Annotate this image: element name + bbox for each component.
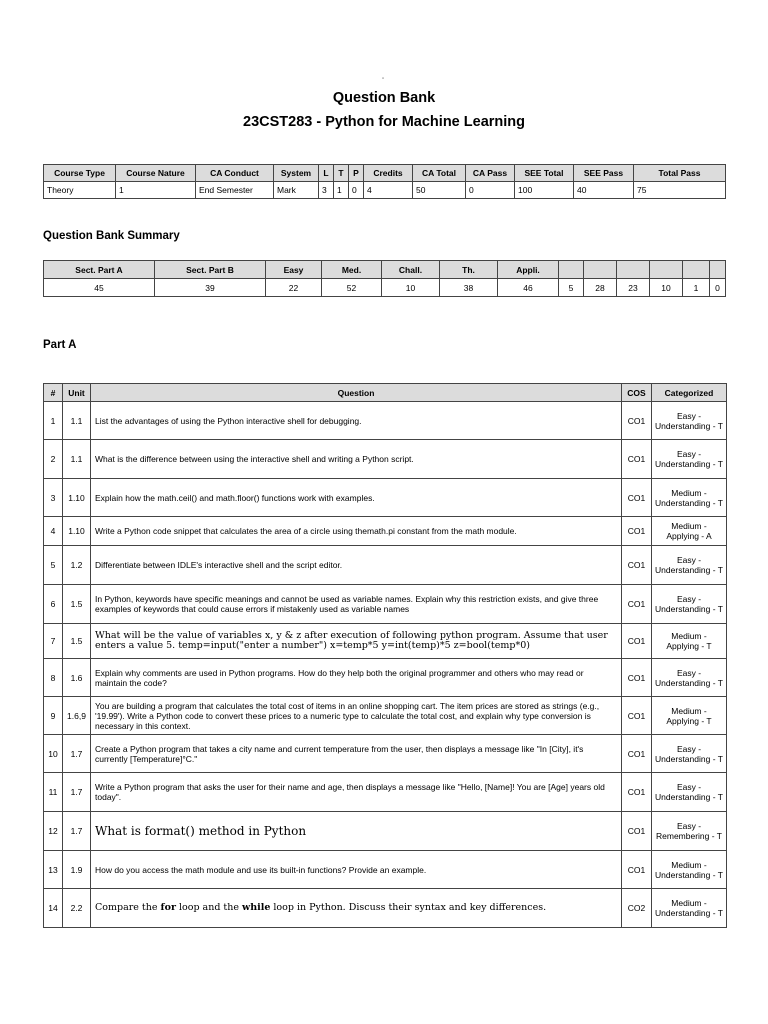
- th-t: T: [334, 165, 349, 182]
- row-unit: 1.1: [63, 440, 91, 479]
- row-question: How do you access the math module and use its built-in functions? Provide an example.: [91, 851, 622, 889]
- ca-pass-value: 0: [466, 182, 515, 199]
- p-value: 0: [349, 182, 364, 199]
- th-question: Question: [91, 384, 622, 402]
- row-category: Medium - Applying - T: [652, 697, 727, 735]
- question-text: Compare the: [95, 902, 161, 913]
- th-num: #: [44, 384, 63, 402]
- th-ca-pass: CA Pass: [466, 165, 515, 182]
- row-question: What will be the value of variables x, y & z after execution of following python program. Assume that user enters a value 5. temp=input("enter a number") x=temp*5 y=int(temp)*5 z=bool(temp*0): [91, 624, 622, 659]
- see-pass-value: 40: [574, 182, 634, 199]
- row-number: 12: [44, 812, 63, 851]
- th-blank-3: [617, 261, 650, 279]
- keyword-while: while: [242, 902, 271, 913]
- th-see-pass: SEE Pass: [574, 165, 634, 182]
- extra-value-6: 0: [710, 279, 726, 297]
- th-ca-total: CA Total: [413, 165, 466, 182]
- row-cos: CO1: [622, 851, 652, 889]
- course-data-row: [44, 182, 726, 199]
- part-a-table: [43, 383, 727, 928]
- row-category: Easy - Understanding - T: [652, 659, 727, 697]
- summary-data-row: [44, 279, 726, 297]
- row-question: What is the difference between using the interactive shell and writing a Python script.: [91, 440, 622, 479]
- th-p: P: [349, 165, 364, 182]
- row-unit: 2.2: [63, 889, 91, 928]
- ca-conduct-value: End Semester: [196, 182, 274, 199]
- row-question: In Python, keywords have specific meanings and cannot be used as variable names. Explain why this restriction exists, and give three examples of keywords that could cause errors if mistakenly used as variable names: [91, 585, 622, 624]
- extra-value-2: 28: [584, 279, 617, 297]
- row-category: Easy - Understanding - T: [652, 773, 727, 812]
- row-unit: 1.6: [63, 659, 91, 697]
- th-cos: COS: [622, 384, 652, 402]
- table-row: [44, 479, 727, 517]
- th-system: System: [274, 165, 319, 182]
- th-blank-6: [710, 261, 726, 279]
- row-cos: CO1: [622, 546, 652, 585]
- row-unit: 1.10: [63, 479, 91, 517]
- th-ca-conduct: CA Conduct: [196, 165, 274, 182]
- row-category: Easy - Understanding - T: [652, 440, 727, 479]
- th-blank-4: [650, 261, 683, 279]
- th-sect-part-a: Sect. Part A: [44, 261, 155, 279]
- course-header-row: [44, 165, 726, 182]
- table-row: [44, 697, 727, 735]
- t-value: 1: [334, 182, 349, 199]
- summary-heading: Question Bank Summary: [43, 230, 180, 242]
- row-number: 7: [44, 624, 63, 659]
- row-category: Medium - Understanding - T: [652, 479, 727, 517]
- table-row: [44, 889, 727, 928]
- row-number: 14: [44, 889, 63, 928]
- row-cos: CO1: [622, 659, 652, 697]
- summary-header-row: [44, 261, 726, 279]
- extra-value-3: 23: [617, 279, 650, 297]
- chall-value: 10: [382, 279, 440, 297]
- table-row: [44, 517, 727, 546]
- ca-total-value: 50: [413, 182, 466, 199]
- row-cos: CO1: [622, 812, 652, 851]
- easy-value: 22: [266, 279, 322, 297]
- page-marker: ▫: [382, 76, 385, 82]
- th-unit: Unit: [63, 384, 91, 402]
- row-number: 8: [44, 659, 63, 697]
- total-pass-value: 75: [634, 182, 726, 199]
- row-question: Differentiate between IDLE's interactive shell and the script editor.: [91, 546, 622, 585]
- th-course-type: Course Type: [44, 165, 116, 182]
- extra-value-1: 5: [559, 279, 584, 297]
- row-unit: 1.10: [63, 517, 91, 546]
- th-med: Med.: [322, 261, 382, 279]
- table-row: [44, 585, 727, 624]
- th-appli: Appli.: [498, 261, 559, 279]
- sect-part-b-value: 39: [155, 279, 266, 297]
- course-type-value: Theory: [44, 182, 116, 199]
- summary-table: [43, 260, 726, 297]
- table-row: [44, 402, 727, 440]
- th-easy: Easy: [266, 261, 322, 279]
- row-cos: CO1: [622, 440, 652, 479]
- row-cos: CO1: [622, 773, 652, 812]
- table-row: [44, 546, 727, 585]
- row-question: What is format() method in Python: [91, 812, 622, 851]
- row-number: 13: [44, 851, 63, 889]
- th-sect-part-b: Sect. Part B: [155, 261, 266, 279]
- th-chall: Chall.: [382, 261, 440, 279]
- course-info-table: [43, 164, 726, 199]
- l-value: 3: [319, 182, 334, 199]
- row-number: 5: [44, 546, 63, 585]
- row-unit: 1.6,9: [63, 697, 91, 735]
- med-value: 52: [322, 279, 382, 297]
- part-a-heading: Part A: [43, 339, 77, 351]
- row-question: Create a Python program that takes a city name and current temperature from the user, then displays a message like "In [City], it's currently [Temperature]°C.": [91, 735, 622, 773]
- row-category: Easy - Understanding - T: [652, 402, 727, 440]
- table-row: [44, 812, 727, 851]
- row-unit: 1.9: [63, 851, 91, 889]
- page-title: Question Bank: [332, 90, 436, 106]
- row-question: You are building a program that calculates the total cost of items in an online shopping cart. The item prices are stored as strings (e.g., '19.99'). Write a Python code to convert these prices to a numeric type to calculate the total cost, and explain why type conversion is necessary in this context.: [91, 697, 622, 735]
- row-category: Medium - Understanding - T: [652, 889, 727, 928]
- row-question: List the advantages of using the Python interactive shell for debugging.: [91, 402, 622, 440]
- extra-value-4: 10: [650, 279, 683, 297]
- row-cos: CO1: [622, 517, 652, 546]
- question-text: loop in Python. Discuss their syntax and key differences.: [270, 902, 547, 913]
- row-category: Easy - Remembering - T: [652, 812, 727, 851]
- row-category: Medium - Applying - T: [652, 624, 727, 659]
- row-cos: CO1: [622, 624, 652, 659]
- row-unit: 1.7: [63, 773, 91, 812]
- system-value: Mark: [274, 182, 319, 199]
- th-l: L: [319, 165, 334, 182]
- row-unit: 1.7: [63, 812, 91, 851]
- row-category: Easy - Understanding - T: [652, 735, 727, 773]
- row-number: 3: [44, 479, 63, 517]
- row-number: 4: [44, 517, 63, 546]
- table-row: [44, 851, 727, 889]
- course-nature-value: 1: [116, 182, 196, 199]
- row-unit: 1.2: [63, 546, 91, 585]
- row-category: Easy - Understanding - T: [652, 585, 727, 624]
- table-row: [44, 440, 727, 479]
- row-cos: CO2: [622, 889, 652, 928]
- row-question: Explain why comments are used in Python programs. How do they help both the original programmer and others who may read or maintain the code?: [91, 659, 622, 697]
- th-blank-2: [584, 261, 617, 279]
- row-number: 6: [44, 585, 63, 624]
- row-unit: 1.1: [63, 402, 91, 440]
- row-cos: CO1: [622, 697, 652, 735]
- row-unit: 1.5: [63, 624, 91, 659]
- row-question: Explain how the math.ceil() and math.floor() functions work with examples.: [91, 479, 622, 517]
- table-row: [44, 735, 727, 773]
- th-course-nature: Course Nature: [116, 165, 196, 182]
- row-question: Write a Python code snippet that calculates the area of a circle using themath.pi constant from the math module.: [91, 517, 622, 546]
- th-blank-5: [683, 261, 710, 279]
- th-value: 38: [440, 279, 498, 297]
- sect-part-a-value: 45: [44, 279, 155, 297]
- th-blank-1: [559, 261, 584, 279]
- row-number: 1: [44, 402, 63, 440]
- row-number: 9: [44, 697, 63, 735]
- appli-value: 46: [498, 279, 559, 297]
- th-total-pass: Total Pass: [634, 165, 726, 182]
- keyword-for: for: [160, 902, 176, 913]
- row-category: Medium - Applying - A: [652, 517, 727, 546]
- see-total-value: 100: [515, 182, 574, 199]
- row-question: [91, 889, 622, 928]
- row-question: Write a Python program that asks the user for their name and age, then displays a message like "Hello, [Name]! You are [Age] years old today".: [91, 773, 622, 812]
- row-cos: CO1: [622, 402, 652, 440]
- course-title: 23CST283 - Python for Machine Learning: [243, 114, 525, 130]
- part-a-header-row: [44, 384, 727, 402]
- row-number: 10: [44, 735, 63, 773]
- row-cos: CO1: [622, 585, 652, 624]
- row-cos: CO1: [622, 735, 652, 773]
- row-number: 11: [44, 773, 63, 812]
- th-categorized: Categorized: [652, 384, 727, 402]
- table-row: [44, 659, 727, 697]
- th-see-total: SEE Total: [515, 165, 574, 182]
- row-category: Medium - Understanding - T: [652, 851, 727, 889]
- th-th: Th.: [440, 261, 498, 279]
- row-unit: 1.7: [63, 735, 91, 773]
- row-cos: CO1: [622, 479, 652, 517]
- table-row: [44, 773, 727, 812]
- question-text: loop and the: [175, 902, 243, 913]
- row-number: 2: [44, 440, 63, 479]
- row-unit: 1.5: [63, 585, 91, 624]
- row-category: Easy - Understanding - T: [652, 546, 727, 585]
- extra-value-5: 1: [683, 279, 710, 297]
- table-row: [44, 624, 727, 659]
- credits-value: 4: [364, 182, 413, 199]
- th-credits: Credits: [364, 165, 413, 182]
